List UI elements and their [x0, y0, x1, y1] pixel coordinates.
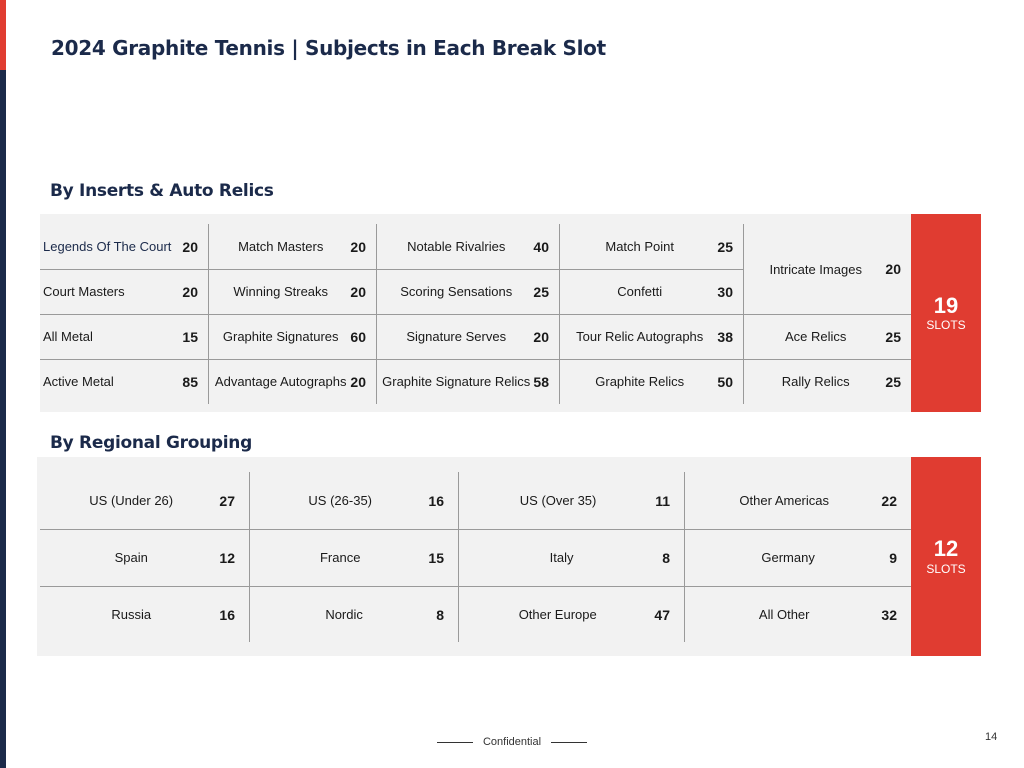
cell-value: 40 — [533, 238, 549, 255]
cell-value: 11 — [655, 492, 670, 509]
cell-value: 20 — [350, 373, 366, 390]
cell-label: Graphite Signature Relics — [382, 374, 531, 389]
column-divider — [376, 224, 377, 404]
table-cell — [743, 359, 911, 404]
cell-value: 9 — [889, 549, 897, 566]
cell-label: Intricate Images — [769, 261, 862, 277]
cell-label: US (26-35) — [308, 493, 372, 508]
cell-value: 20 — [182, 283, 198, 300]
cell-label: France — [319, 550, 361, 565]
footer-rule-right — [551, 742, 587, 743]
inserts-slots-label: SLOTS — [926, 318, 966, 333]
cell-value: 12 — [219, 549, 235, 566]
table-cell — [559, 359, 743, 404]
table-cell — [40, 359, 208, 404]
table-cell — [208, 359, 376, 404]
table-cell — [40, 224, 208, 269]
cell-label: Notable Rivalries — [407, 239, 506, 254]
cell-label: Other Europe — [518, 607, 597, 622]
cell-value: 16 — [219, 606, 235, 623]
cell-value: 25 — [717, 238, 733, 255]
cell-value: 38 — [717, 328, 733, 345]
footer — [0, 736, 1024, 748]
cell-label: US (Under 26) — [89, 493, 174, 508]
cell-value: 25 — [533, 283, 549, 300]
cell-value: 20 — [350, 283, 366, 300]
cell-value: 20 — [182, 238, 198, 255]
cell-value: 32 — [881, 606, 897, 623]
regional-section-title: By Regional Grouping — [50, 433, 252, 453]
table-cell — [684, 472, 911, 529]
table-cell — [458, 472, 684, 529]
column-divider — [743, 224, 744, 404]
table-cell — [208, 224, 376, 269]
cell-label: All Metal — [43, 329, 93, 344]
column-divider — [684, 472, 685, 642]
inserts-section-title: By Inserts & Auto Relics — [50, 181, 274, 201]
table-cell — [458, 529, 684, 586]
regional-slots-label: SLOTS — [926, 561, 966, 576]
table-cell — [249, 529, 458, 586]
cell-value: 50 — [717, 373, 733, 390]
table-cell — [40, 269, 208, 314]
cell-label: Court Masters — [43, 284, 125, 299]
inserts-slots-badge — [911, 214, 981, 412]
row-divider — [40, 359, 911, 360]
cell-value: 22 — [881, 492, 897, 509]
cell-value: 20 — [533, 328, 549, 345]
column-divider — [458, 472, 459, 642]
cell-label: Active Metal — [43, 374, 114, 389]
cell-label: Signature Serves — [406, 329, 507, 344]
regional-slots-badge — [911, 457, 981, 656]
row-divider — [40, 586, 911, 587]
cell-label: US (Over 35) — [519, 493, 597, 508]
cell-label: Germany — [761, 550, 815, 565]
cell-label: Spain — [114, 550, 148, 565]
cell-value: 27 — [219, 492, 235, 509]
footer-rule-left — [437, 742, 473, 743]
column-divider — [559, 224, 560, 404]
cell-label: Ace Relics — [785, 329, 847, 344]
cell-value: 8 — [662, 549, 670, 566]
cell-label: Match Point — [605, 239, 675, 254]
inserts-slots-number: 19 — [933, 292, 959, 318]
cell-value: 15 — [428, 549, 444, 566]
table-cell — [684, 529, 911, 586]
table-cell — [208, 314, 376, 359]
table-cell — [40, 472, 249, 529]
table-cell — [376, 314, 559, 359]
side-accent-bar — [0, 0, 6, 768]
cell-value: 15 — [182, 328, 198, 345]
cell-value: 60 — [350, 328, 366, 345]
cell-value: 25 — [885, 373, 901, 390]
table-cell — [559, 224, 743, 269]
page-number: 14 — [985, 731, 998, 743]
table-cell — [249, 472, 458, 529]
table-cell — [743, 224, 911, 314]
cell-value: 8 — [436, 606, 444, 623]
footer-confidential: Confidential — [482, 736, 542, 748]
cell-label: Other Americas — [739, 493, 829, 508]
table-cell — [376, 269, 559, 314]
cell-label: Italy — [549, 550, 574, 565]
cell-label: Scoring Sensations — [400, 284, 513, 299]
cell-label: Graphite Signatures — [222, 329, 339, 344]
table-cell — [40, 314, 208, 359]
cell-label: Graphite Relics — [595, 374, 685, 389]
cell-value: 20 — [885, 261, 901, 277]
table-cell — [40, 529, 249, 586]
cell-value: 16 — [428, 492, 444, 509]
cell-label: Russia — [111, 607, 152, 622]
page-title: 2024 Graphite Tennis | Subjects in Each Break Slot — [51, 36, 606, 60]
cell-label: Nordic — [325, 607, 363, 622]
cell-value: 47 — [654, 606, 670, 623]
cell-label: Match Masters — [238, 239, 324, 254]
table-cell — [376, 224, 559, 269]
cell-label: Advantage Autographs — [214, 374, 347, 389]
cell-value: 25 — [885, 328, 901, 345]
cell-value: 20 — [350, 238, 366, 255]
table-cell — [559, 314, 743, 359]
cell-label: Rally Relics — [781, 374, 850, 389]
table-cell — [376, 359, 559, 404]
cell-value: 58 — [533, 373, 549, 390]
table-cell — [559, 269, 743, 314]
table-cell — [458, 586, 684, 643]
row-divider — [40, 314, 911, 315]
side-accent-top — [0, 0, 6, 70]
row-divider — [40, 269, 743, 270]
row-divider — [40, 529, 911, 530]
cell-label: All Other — [758, 607, 810, 622]
table-cell — [743, 314, 911, 359]
column-divider — [208, 224, 209, 404]
column-divider — [249, 472, 250, 642]
cell-label: Winning Streaks — [233, 284, 329, 299]
cell-value: 85 — [182, 373, 198, 390]
regional-slots-number: 12 — [933, 536, 959, 562]
cell-label: Tour Relic Autographs — [576, 329, 704, 344]
cell-label: Confetti — [617, 284, 663, 299]
table-cell — [40, 586, 249, 643]
table-cell — [208, 269, 376, 314]
table-cell — [249, 586, 458, 643]
cell-value: 30 — [717, 283, 733, 300]
table-cell — [684, 586, 911, 643]
cell-label: Legends Of The Court — [43, 239, 172, 254]
